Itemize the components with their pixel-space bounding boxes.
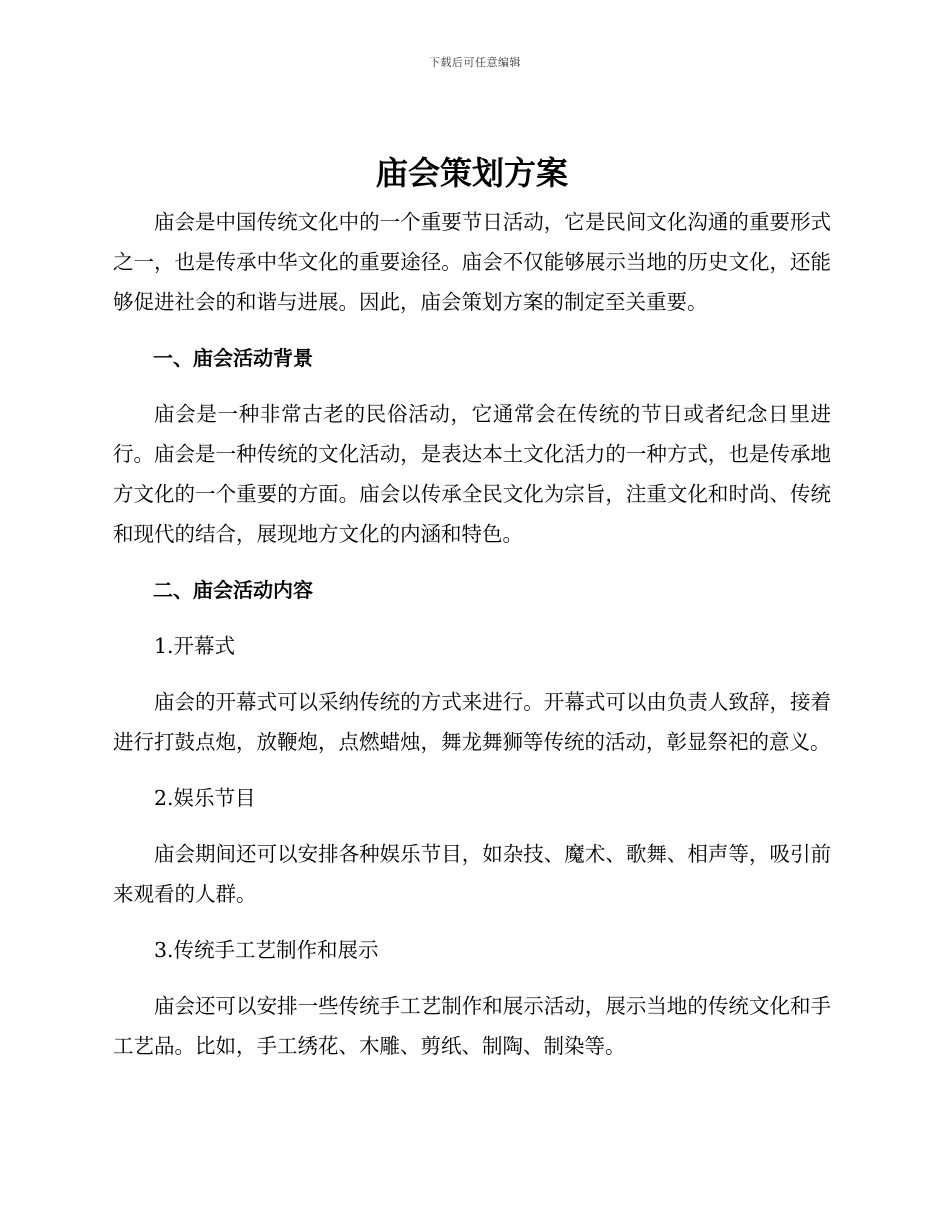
intro-paragraph: 庙会是中国传统文化中的一个重要节日活动，它是民间文化沟通的重要形式之一，也是传承中华文化的重要途径。庙会不仅能够展示当地的历史文化，还能够促进社会的和谐与进展。因此，庙会策划方案的制定至关重要。 [113, 210, 831, 314]
section-1-paragraph: 庙会是一种非常古老的民俗活动，它通常会在传统的节日或者纪念日里进行。庙会是一种传统的文化活动，是表达本土文化活力的一种方式，也是传承地方文化的一个重要的方面。庙会以传承全民文化为宗旨，注重文化和时尚、传统和现代的结合，展现地方文化的内涵和特色。 [113, 402, 831, 546]
item-2-title: 2.娱乐节目 [154, 786, 256, 810]
section-2-heading: 二、庙会活动内容 [153, 578, 313, 602]
document-title: 庙会策划方案 [375, 154, 568, 192]
document-body [113, 150, 831, 1082]
header-note: 下载后可任意编辑 [429, 56, 521, 69]
item-1-title: 1.开幕式 [154, 634, 236, 658]
item-3-paragraph: 庙会还可以安排一些传统手工艺制作和展示活动，展示当地的传统文化和手工艺品。比如，手工绣花、木雕、剪纸、制陶、制染等。 [113, 994, 831, 1058]
section-1-heading: 一、庙会活动背景 [153, 346, 313, 370]
item-2-paragraph: 庙会期间还可以安排各种娱乐节目，如杂技、魔术、歌舞、相声等，吸引前来观看的人群。 [113, 842, 831, 906]
item-3-title: 3.传统手工艺制作和展示 [154, 938, 379, 962]
item-1-paragraph: 庙会的开幕式可以采纳传统的方式来进行。开幕式可以由负责人致辞，接着进行打鼓点炮，放鞭炮，点燃蜡烛，舞龙舞狮等传统的活动，彰显祭祀的意义。 [113, 690, 831, 754]
